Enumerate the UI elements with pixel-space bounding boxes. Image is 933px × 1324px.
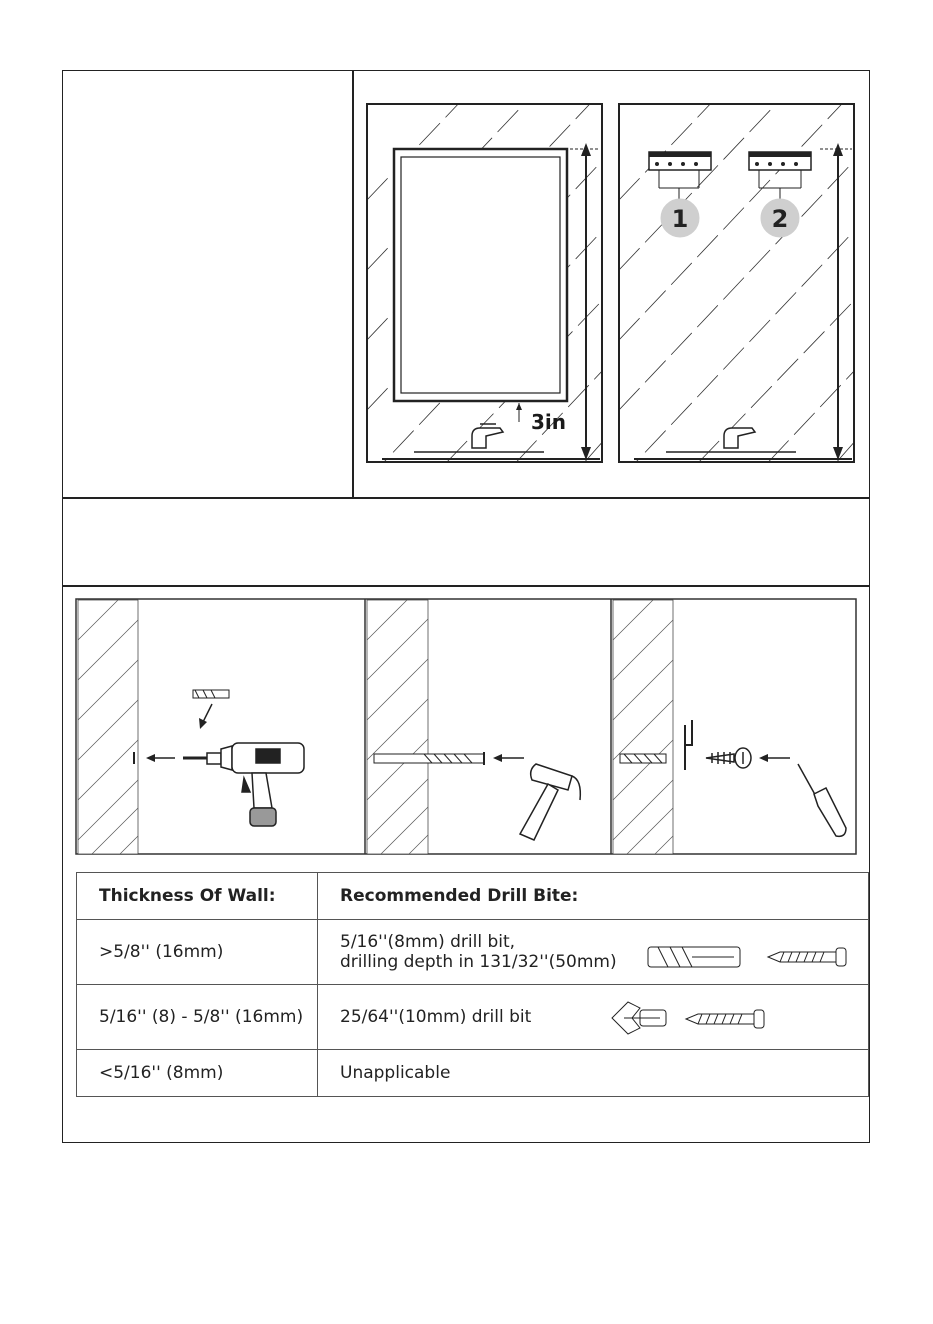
wall-anchor-icon [648,947,740,967]
screw-icon [768,948,846,966]
clearance-label: 3in [531,410,567,434]
table-cell-thickness: >5/8'' (16mm) [77,920,318,985]
bracket-2-label: 2 [771,205,789,233]
screw-icon [686,1010,764,1028]
bracket-1-label: 1 [671,205,689,233]
drill-bit-line2: drilling depth in 131/32''(50mm) [340,952,617,972]
table-header-drill-bit: Recommended Drill Bite: [318,873,869,920]
drill-bit-line1: 5/16''(8mm) drill bit, [340,932,516,952]
table-cell-drill-bit: 25/64''(10mm) drill bit [318,985,869,1050]
table-cell-thickness: 5/16'' (8) - 5/8'' (16mm) [77,985,318,1050]
toggle-anchor-icon [612,1002,666,1034]
table-header-thickness: Thickness Of Wall: [77,873,318,920]
table-cell-thickness: <5/16'' (8mm) [77,1050,318,1097]
table-cell-drill-bit: Unapplicable [318,1050,869,1097]
